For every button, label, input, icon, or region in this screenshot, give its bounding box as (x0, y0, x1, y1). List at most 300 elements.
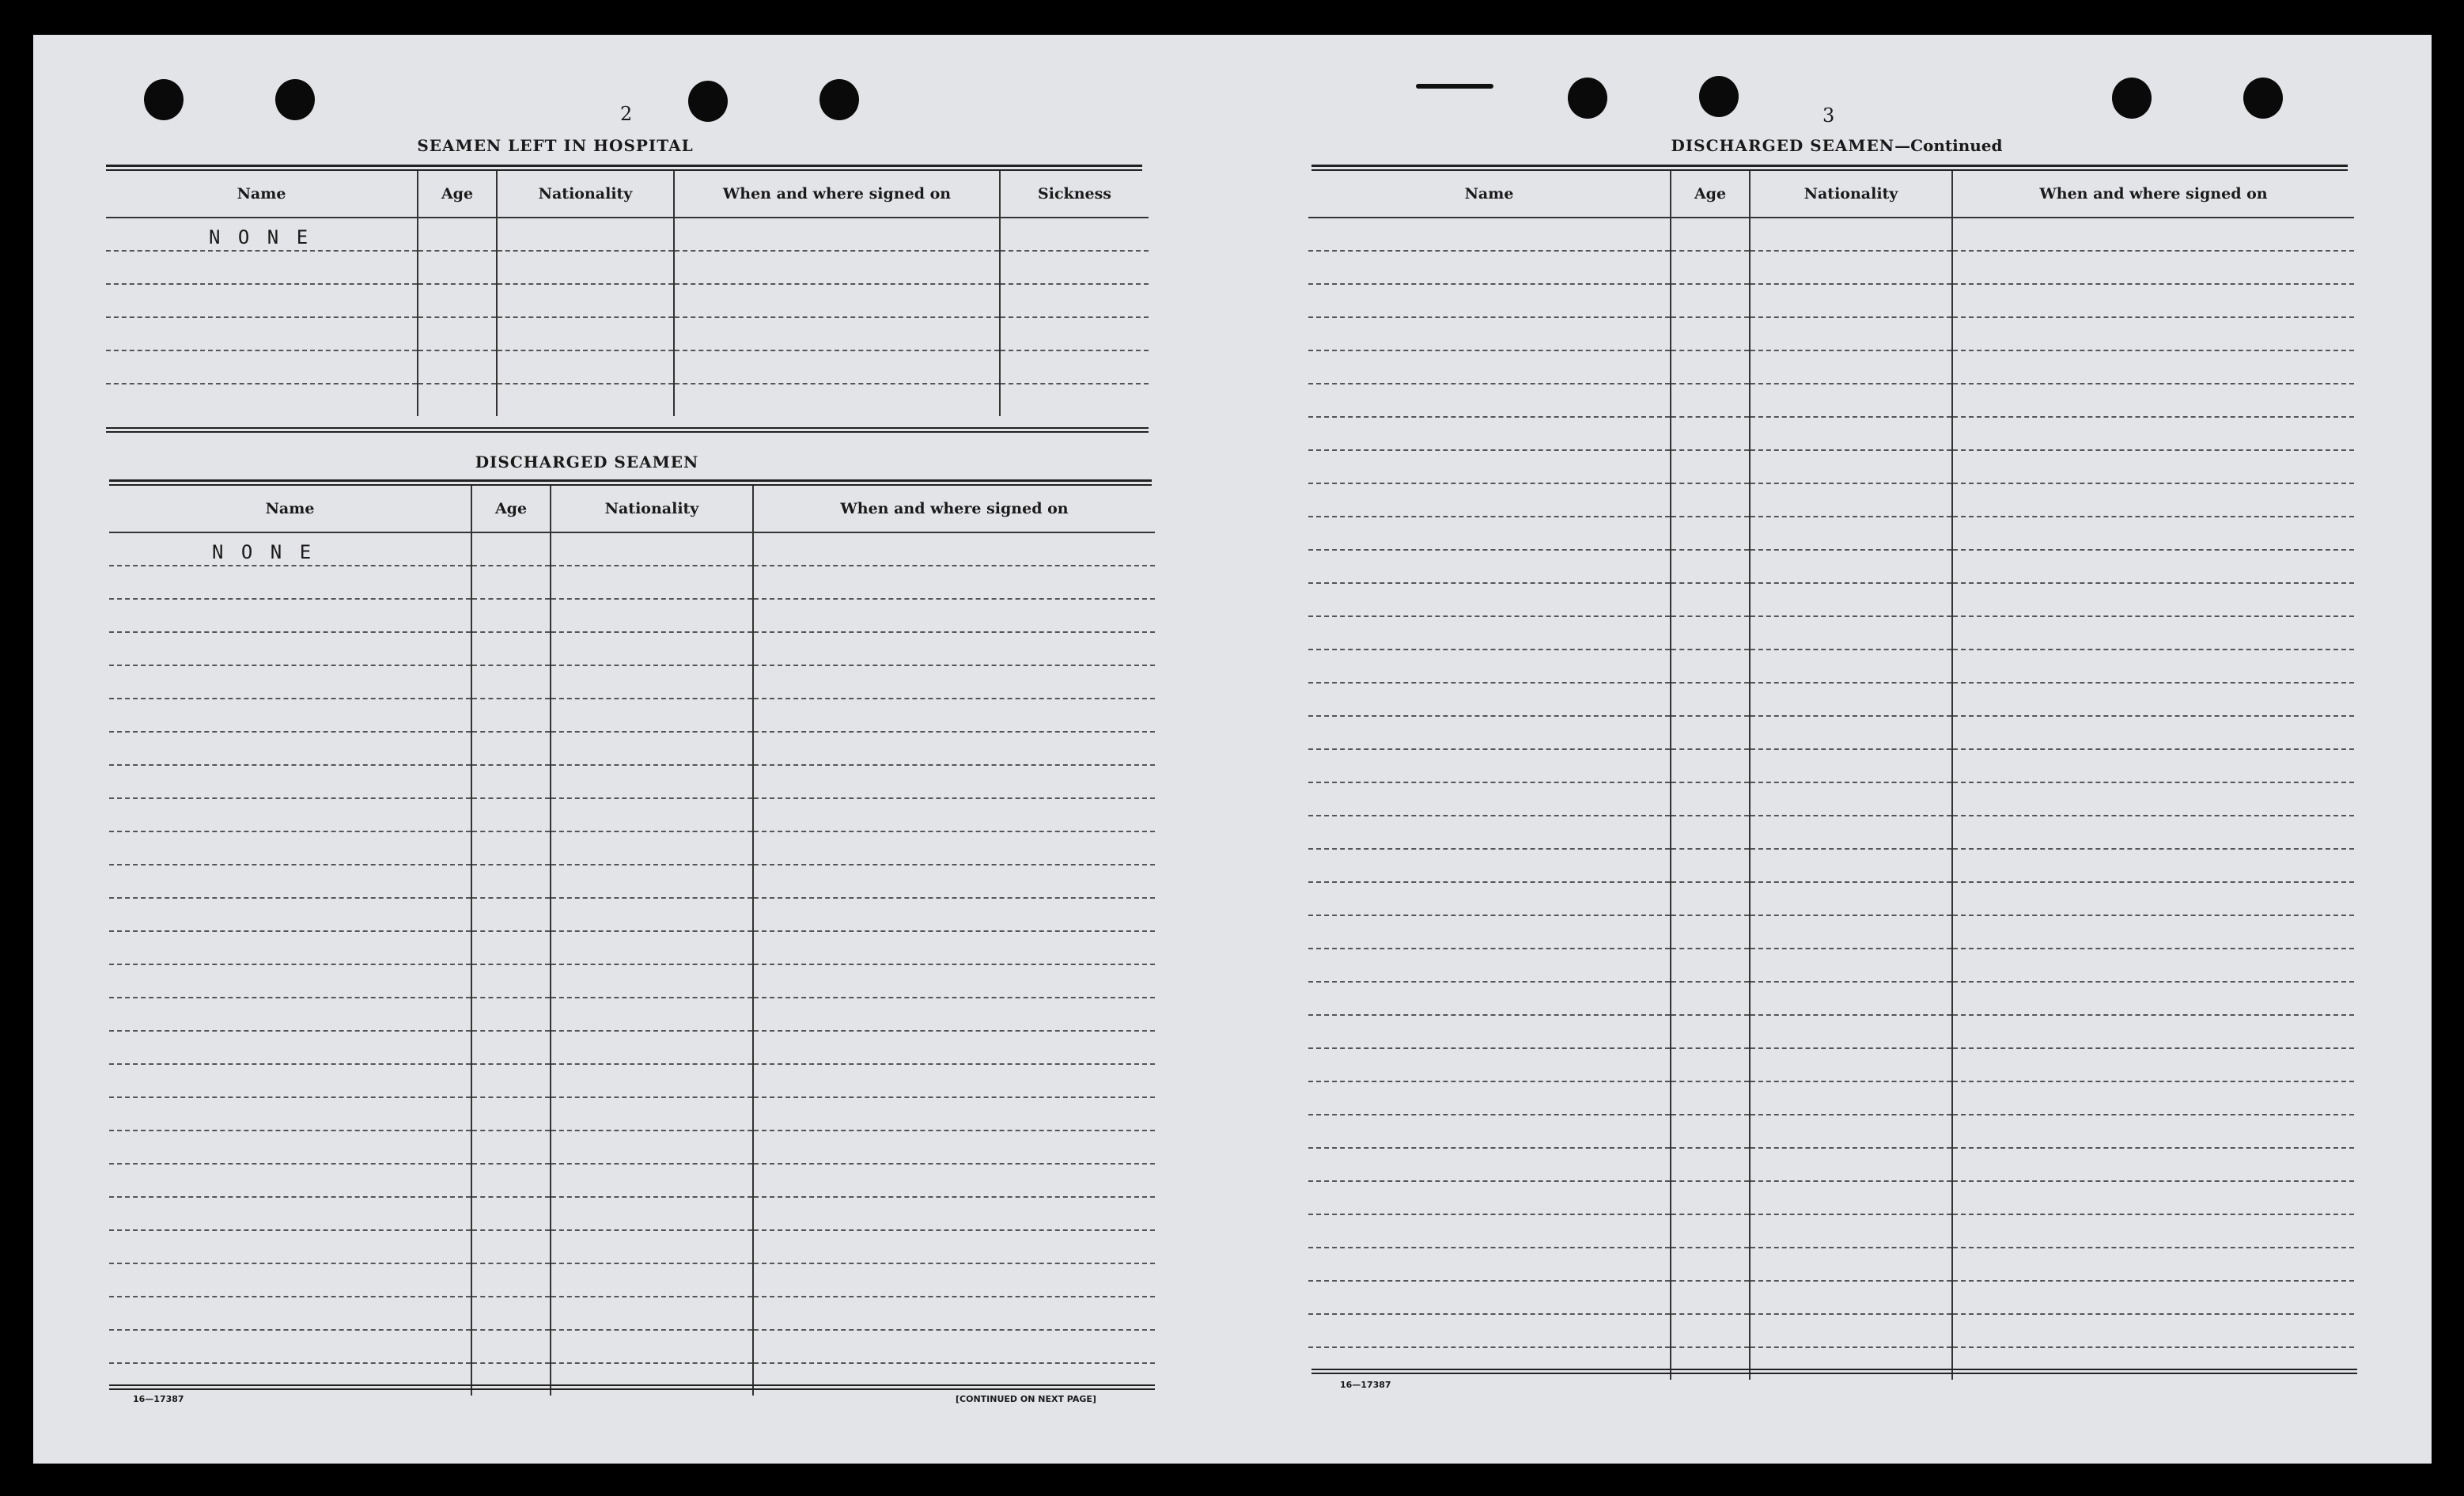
table-row (1308, 1015, 2354, 1048)
table-cell (753, 1031, 1155, 1064)
table-cell (1750, 384, 1952, 417)
table-cell (109, 765, 471, 798)
table-row (1308, 1181, 2354, 1214)
table-row (1308, 915, 2354, 949)
table-cell (551, 964, 753, 998)
hospital-top-rule (106, 165, 1142, 171)
table-cell (1671, 583, 1750, 616)
table-row (1308, 251, 2354, 284)
table-cell (1750, 1048, 1952, 1081)
table-cell (1671, 384, 1750, 417)
table-cell (1952, 483, 2354, 517)
table-cell (1750, 915, 1952, 949)
table-cell (109, 998, 471, 1031)
document-sheet (33, 35, 2432, 1464)
table-cell (674, 384, 1000, 416)
table-row (1308, 284, 2354, 317)
table-cell (551, 1164, 753, 1197)
table-cell (1952, 650, 2354, 683)
table-cell (1308, 450, 1671, 483)
table-row (109, 1263, 1155, 1297)
column-header-name: Name (1308, 171, 1671, 218)
table-cell (1952, 317, 2354, 350)
table-cell (1750, 483, 1952, 517)
table-cell (1000, 251, 1149, 284)
table-cell (497, 218, 674, 251)
table-cell (1952, 218, 2354, 251)
table-cell (1952, 915, 2354, 949)
table-cell (1308, 517, 1671, 550)
table-cell (753, 831, 1155, 865)
table-cell (753, 1363, 1155, 1396)
table-row (109, 865, 1155, 898)
table-cell (1671, 1281, 1750, 1314)
table-cell (753, 1263, 1155, 1297)
table-cell (1952, 683, 2354, 716)
table-cell (1750, 816, 1952, 849)
table-cell (1671, 350, 1750, 384)
column-header-nationality: Nationality (497, 171, 674, 218)
table-cell (1750, 683, 1952, 716)
table-cell (753, 1064, 1155, 1097)
table-row (1308, 517, 2354, 550)
table-cell (1952, 1214, 2354, 1248)
table-cell (551, 1131, 753, 1164)
table-cell (753, 1330, 1155, 1363)
table-row (1308, 716, 2354, 749)
table-row (1308, 350, 2354, 384)
table-cell (1671, 816, 1750, 849)
table-cell (1000, 317, 1149, 350)
column-header-name: Name (106, 171, 418, 218)
table-cell (674, 251, 1000, 284)
table-row (1308, 849, 2354, 882)
table-row (109, 1297, 1155, 1330)
table-row (109, 1197, 1155, 1230)
table-cell (1671, 982, 1750, 1015)
table-cell (1308, 1314, 1671, 1347)
table-cell (1750, 1347, 1952, 1380)
column-header-name: Name (109, 486, 471, 532)
table-cell (109, 831, 471, 865)
table-cell (471, 765, 551, 798)
table-cell (1308, 1214, 1671, 1248)
table-cell (109, 964, 471, 998)
table-row (109, 599, 1155, 632)
table-cell (1308, 616, 1671, 650)
table-cell (1000, 218, 1149, 251)
table-cell (497, 350, 674, 384)
table-cell (109, 898, 471, 931)
table-cell (1308, 350, 1671, 384)
table-cell (1671, 1214, 1750, 1248)
table-cell (1952, 949, 2354, 982)
table-cell (1671, 1048, 1750, 1081)
punch-hole (275, 79, 315, 120)
table-cell (1308, 816, 1671, 849)
column-header-nationality: Nationality (1750, 171, 1952, 218)
table-cell (109, 532, 471, 566)
table-cell (1671, 1081, 1750, 1115)
table-cell (551, 1263, 753, 1297)
table-cell (109, 566, 471, 599)
table-cell (1750, 1015, 1952, 1048)
table-cell (753, 931, 1155, 964)
column-header-age: Age (1671, 171, 1750, 218)
table-row (1308, 816, 2354, 849)
page-number-left: 2 (620, 103, 633, 125)
table-cell (1952, 749, 2354, 782)
table-cell (109, 1031, 471, 1064)
table-row (109, 532, 1155, 566)
table-row (106, 350, 1149, 384)
table-cell (471, 1297, 551, 1330)
table-cell (1750, 749, 1952, 782)
right-top-rule (1311, 165, 2348, 171)
table-cell (753, 532, 1155, 566)
table-cell (471, 1064, 551, 1097)
table-cell (471, 1330, 551, 1363)
table-cell (1952, 517, 2354, 550)
table-cell (753, 1131, 1155, 1164)
table-cell (109, 1164, 471, 1197)
table-cell (1671, 1148, 1750, 1181)
table-cell (551, 566, 753, 599)
table-cell (1952, 982, 2354, 1015)
table-cell (1750, 1281, 1952, 1314)
column-header-age: Age (471, 486, 551, 532)
table-row (109, 665, 1155, 699)
table-cell (1750, 716, 1952, 749)
column-header-age: Age (418, 171, 497, 218)
table-cell (109, 1263, 471, 1297)
discharged-section-title: DISCHARGED SEAMEN (475, 453, 699, 472)
table-cell (1671, 716, 1750, 749)
table-cell (497, 284, 674, 317)
table-row (1308, 1248, 2354, 1281)
table-cell (109, 1363, 471, 1396)
table-cell (753, 699, 1155, 732)
table-row (1308, 1314, 2354, 1347)
table-cell (471, 998, 551, 1031)
table-row (1308, 1281, 2354, 1314)
continued-suffix: —Continued (1894, 136, 2003, 155)
table-cell (471, 1230, 551, 1263)
table-cell (109, 1097, 471, 1131)
table-row (1308, 583, 2354, 616)
table-cell (1952, 1347, 2354, 1380)
table-cell (1671, 284, 1750, 317)
table-row (106, 218, 1149, 251)
table-cell (1671, 749, 1750, 782)
table-cell (1308, 882, 1671, 915)
table-cell (471, 798, 551, 831)
table-cell (1671, 417, 1750, 450)
punch-hole (2243, 78, 2283, 119)
table-row (1308, 949, 2354, 982)
table-cell (753, 1230, 1155, 1263)
table-cell (109, 699, 471, 732)
table-cell (106, 251, 418, 284)
punch-hole (144, 79, 184, 120)
table-cell (753, 632, 1155, 665)
table-cell (418, 384, 497, 416)
table-cell (1750, 1314, 1952, 1347)
table-cell (1308, 849, 1671, 882)
table-cell (551, 765, 753, 798)
table-cell (1952, 1048, 2354, 1081)
form-number-right: 16—17387 (1340, 1380, 1391, 1390)
table-cell (471, 1131, 551, 1164)
table-cell (551, 599, 753, 632)
table-cell (1671, 1181, 1750, 1214)
table-row (1308, 882, 2354, 915)
table-cell (109, 1197, 471, 1230)
table-cell (471, 699, 551, 732)
table-row (109, 1164, 1155, 1197)
table-row (1308, 1115, 2354, 1148)
table-cell (418, 284, 497, 317)
table-cell (1750, 616, 1952, 650)
table-cell (471, 865, 551, 898)
table-cell (1952, 1115, 2354, 1148)
table-cell (1671, 483, 1750, 517)
table-row (109, 931, 1155, 964)
table-cell (1750, 849, 1952, 882)
table-cell (471, 532, 551, 566)
typed-entry-none: N O N E (209, 226, 312, 248)
table-cell (1308, 982, 1671, 1015)
table-row (109, 732, 1155, 765)
table-row (1308, 450, 2354, 483)
table-cell (1750, 650, 1952, 683)
table-cell (418, 251, 497, 284)
table-cell (1308, 384, 1671, 417)
table-cell (1671, 550, 1750, 583)
table-cell (109, 732, 471, 765)
table-row (1308, 1048, 2354, 1081)
table-cell (471, 931, 551, 964)
table-cell (551, 699, 753, 732)
column-header-signed-on: When and where signed on (674, 171, 1000, 218)
table-cell (1308, 650, 1671, 683)
table-cell (551, 732, 753, 765)
table-cell (471, 599, 551, 632)
table-row (109, 831, 1155, 865)
table-cell (106, 350, 418, 384)
table-cell (551, 1097, 753, 1131)
table-cell (1952, 1148, 2354, 1181)
table-cell (551, 1330, 753, 1363)
table-cell (1952, 1248, 2354, 1281)
table-cell (551, 1297, 753, 1330)
table-cell (1952, 1314, 2354, 1347)
table-row (109, 998, 1155, 1031)
table-cell (109, 665, 471, 699)
table-row (1308, 417, 2354, 450)
table-cell (471, 632, 551, 665)
table-row (109, 1131, 1155, 1164)
table-cell (1952, 1181, 2354, 1214)
table-cell (753, 665, 1155, 699)
table-cell (1308, 251, 1671, 284)
discharged-continued-title-text: DISCHARGED SEAMEN (1671, 136, 1895, 155)
table-cell (1750, 218, 1952, 251)
table-row (1308, 616, 2354, 650)
table-cell (1308, 1347, 1671, 1380)
table-cell (1750, 517, 1952, 550)
table-cell (1308, 284, 1671, 317)
table-cell (674, 317, 1000, 350)
hospital-table (106, 171, 1149, 416)
table-cell (471, 1263, 551, 1297)
table-row (109, 566, 1155, 599)
punch-hole (2112, 78, 2152, 119)
table-cell (753, 566, 1155, 599)
table-row (1308, 650, 2354, 683)
table-cell (1952, 882, 2354, 915)
table-cell (109, 1297, 471, 1330)
table-cell (1750, 450, 1952, 483)
table-cell (1308, 550, 1671, 583)
table-cell (1750, 1115, 1952, 1148)
table-cell (109, 931, 471, 964)
table-row (1308, 683, 2354, 716)
table-cell (551, 632, 753, 665)
table-cell (551, 898, 753, 931)
table-cell (1000, 284, 1149, 317)
table-cell (1952, 782, 2354, 816)
table-cell (1952, 1281, 2354, 1314)
table-cell (753, 732, 1155, 765)
continued-note: [CONTINUED ON NEXT PAGE] (956, 1394, 1096, 1404)
discharged-top-rule (109, 479, 1152, 486)
table-cell (1308, 417, 1671, 450)
table-row (1308, 1081, 2354, 1115)
table-cell (1952, 1015, 2354, 1048)
table-row (1308, 982, 2354, 1015)
table-row (106, 384, 1149, 416)
table-row (109, 1330, 1155, 1363)
column-header-sickness: Sickness (1000, 171, 1149, 218)
table-cell (471, 1197, 551, 1230)
table-cell (1308, 1081, 1671, 1115)
table-cell (1671, 1115, 1750, 1148)
table-cell (1671, 882, 1750, 915)
table-cell (753, 998, 1155, 1031)
table-cell (753, 1097, 1155, 1131)
table-cell (109, 865, 471, 898)
ink-mark (1416, 84, 1493, 89)
table-cell (753, 765, 1155, 798)
table-cell (1952, 417, 2354, 450)
table-cell (497, 317, 674, 350)
table-cell (1952, 616, 2354, 650)
table-row (1308, 749, 2354, 782)
table-row (109, 1064, 1155, 1097)
table-cell (753, 1197, 1155, 1230)
discharged-table (109, 486, 1155, 1396)
table-cell (497, 251, 674, 284)
table-row (1308, 384, 2354, 417)
table-cell (471, 831, 551, 865)
table-cell (471, 665, 551, 699)
column-header-nationality: Nationality (551, 486, 753, 532)
table-cell (1671, 517, 1750, 550)
table-cell (109, 599, 471, 632)
table-cell (1952, 550, 2354, 583)
table-row (1308, 782, 2354, 816)
column-header-signed-on: When and where signed on (753, 486, 1155, 532)
table-row (109, 964, 1155, 998)
table-cell (1671, 683, 1750, 716)
table-cell (1671, 317, 1750, 350)
table-cell (1308, 1281, 1671, 1314)
table-cell (674, 350, 1000, 384)
table-cell (1952, 450, 2354, 483)
table-cell (551, 1197, 753, 1230)
table-cell (551, 831, 753, 865)
table-cell (551, 798, 753, 831)
table-cell (1671, 1248, 1750, 1281)
table-cell (551, 1363, 753, 1396)
table-cell (106, 218, 418, 251)
table-cell (1750, 1248, 1952, 1281)
table-cell (1308, 915, 1671, 949)
table-cell (1671, 1314, 1750, 1347)
table-cell (1750, 284, 1952, 317)
table-cell (1308, 949, 1671, 982)
table-row (1308, 550, 2354, 583)
table-row (1308, 483, 2354, 517)
page-number-right: 3 (1822, 104, 1835, 127)
discharged-continued-table (1308, 171, 2354, 1380)
table-cell (1671, 849, 1750, 882)
table-cell (1750, 1181, 1952, 1214)
table-cell (1952, 284, 2354, 317)
column-header-signed-on: When and where signed on (1952, 171, 2354, 218)
table-cell (1308, 749, 1671, 782)
table-cell (753, 865, 1155, 898)
table-cell (1308, 716, 1671, 749)
table-cell (1952, 251, 2354, 284)
table-cell (1671, 782, 1750, 816)
table-row (109, 632, 1155, 665)
table-cell (471, 964, 551, 998)
table-cell (471, 1164, 551, 1197)
table-cell (674, 218, 1000, 251)
table-cell (1750, 350, 1952, 384)
table-cell (471, 1097, 551, 1131)
table-cell (1671, 450, 1750, 483)
table-row (109, 765, 1155, 798)
discharged-bottom-rule (109, 1384, 1155, 1390)
table-cell (1308, 483, 1671, 517)
table-cell (497, 384, 674, 416)
hospital-section-title: SEAMEN LEFT IN HOSPITAL (417, 136, 694, 155)
table-cell (1952, 384, 2354, 417)
table-cell (1308, 782, 1671, 816)
table-cell (109, 1230, 471, 1263)
table-row (109, 798, 1155, 831)
table-cell (1952, 1081, 2354, 1115)
discharged-continued-title (1536, 136, 2137, 155)
table-cell (1952, 350, 2354, 384)
table-cell (1750, 317, 1952, 350)
table-cell (109, 798, 471, 831)
table-cell (1671, 1015, 1750, 1048)
table-row (109, 1031, 1155, 1064)
